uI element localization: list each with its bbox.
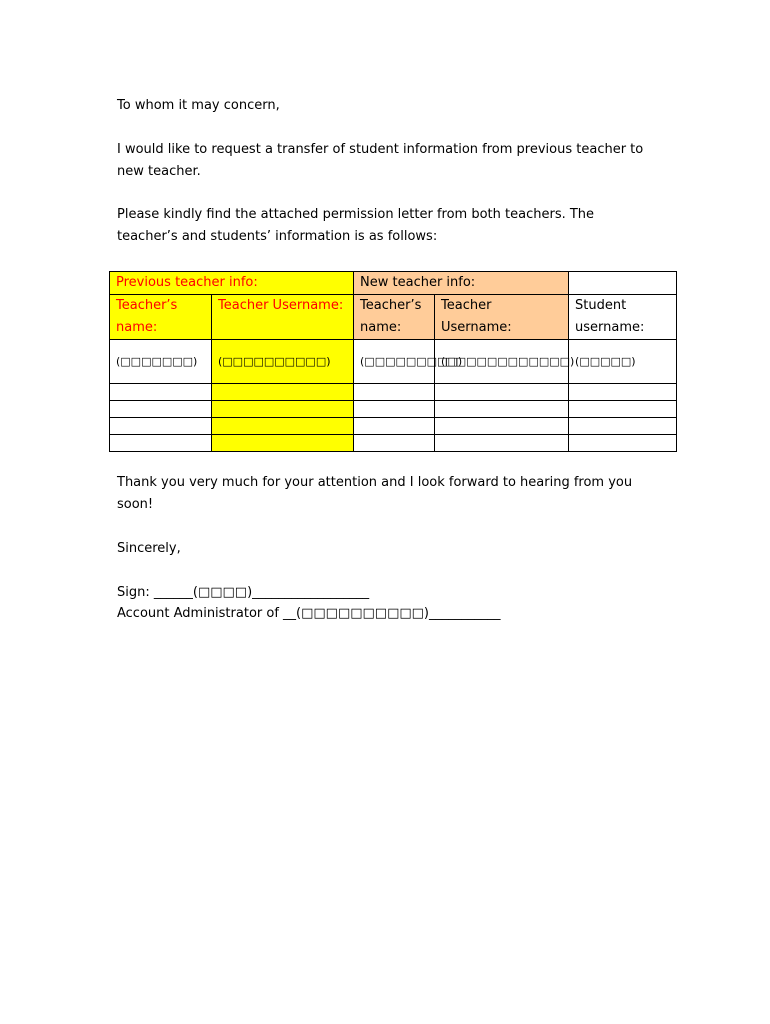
empty-cell[interactable] [569, 418, 677, 435]
new-teacher-username-cell[interactable]: (□□□□□□□□□□□□) [435, 340, 569, 384]
empty-cell[interactable] [212, 384, 354, 401]
student-username-cell[interactable]: (□□□□□) [569, 340, 677, 384]
empty-cell[interactable] [110, 401, 212, 418]
prev-teacher-username-header: Teacher Username: [212, 295, 354, 340]
empty-cell[interactable] [212, 435, 354, 452]
empty-cell[interactable] [110, 418, 212, 435]
empty-cell[interactable] [569, 401, 677, 418]
empty-cell[interactable] [435, 384, 569, 401]
previous-teacher-header: Previous teacher info: [110, 272, 354, 295]
new-teacher-name-header: Teacher’s name: [354, 295, 435, 340]
empty-cell[interactable] [435, 418, 569, 435]
empty-cell[interactable] [212, 401, 354, 418]
blank-header-cell [569, 272, 677, 295]
new-teacher-username-header: Teacher Username: [435, 295, 569, 340]
attachment-paragraph: Please kindly find the attached permission letter from both teachers. The teacher’s and students’ information is as follows: [117, 207, 595, 244]
empty-cell[interactable] [110, 435, 212, 452]
empty-cell[interactable] [212, 418, 354, 435]
greeting: To whom it may concern, [117, 98, 280, 113]
request-paragraph: I would like to request a transfer of student information from previous teacher to new teacher. [117, 142, 644, 179]
empty-cell[interactable] [354, 401, 435, 418]
empty-cell[interactable] [354, 384, 435, 401]
prev-teacher-username-cell[interactable]: (□□□□□□□□□□) [212, 340, 354, 384]
placeholder-row [110, 340, 677, 384]
new-teacher-name-cell[interactable]: (□□□□□□□□□) [354, 340, 435, 384]
administrator-line: Account Administrator of __(□□□□□□□□□□)___________ [117, 606, 501, 621]
empty-cell[interactable] [435, 435, 569, 452]
prev-teacher-name-cell[interactable]: (□□□□□□□) [110, 340, 212, 384]
empty-cell[interactable] [569, 384, 677, 401]
empty-cell[interactable] [435, 401, 569, 418]
closing-paragraph: Thank you very much for your attention and I look forward to hearing from you soon! [117, 475, 633, 512]
student-username-header: Student username: [569, 295, 677, 340]
prev-teacher-name-header: Teacher’s name: [110, 295, 212, 340]
column-header-row [110, 295, 677, 340]
empty-cell[interactable] [354, 435, 435, 452]
signature-line: Sign: ______(□□□□)__________________ [117, 585, 370, 600]
group-header-row [110, 272, 677, 295]
table-row [110, 435, 677, 452]
teacher-info-table [109, 271, 677, 452]
table-row [110, 401, 677, 418]
empty-cell[interactable] [354, 418, 435, 435]
table-row [110, 418, 677, 435]
table-row [110, 384, 677, 401]
new-teacher-header: New teacher info: [354, 272, 569, 295]
empty-cell[interactable] [110, 384, 212, 401]
empty-cell[interactable] [569, 435, 677, 452]
sign-off: Sincerely, [117, 541, 181, 556]
